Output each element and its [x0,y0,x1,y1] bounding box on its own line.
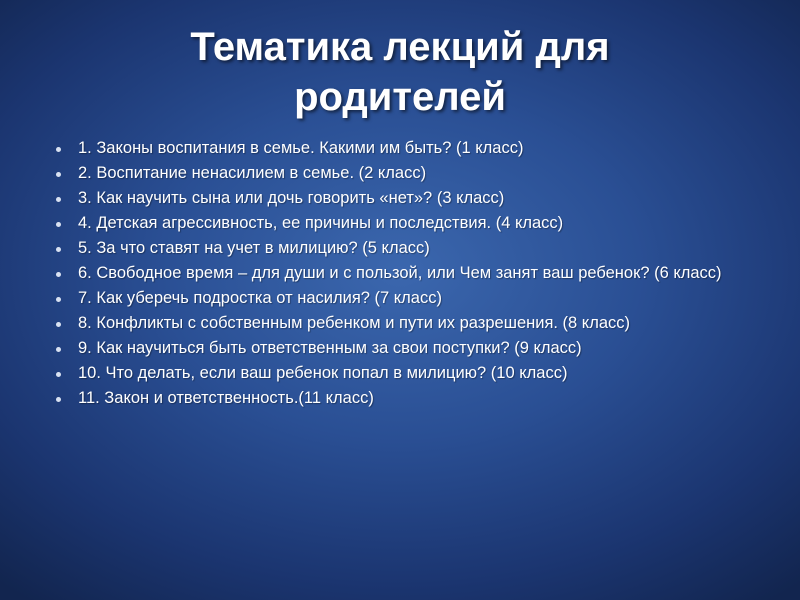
list-item [56,289,756,308]
bullet-icon [56,297,61,302]
bullet-icon [56,222,61,227]
list-item [56,139,756,158]
list-item [56,339,756,358]
list-item [56,164,756,183]
list-item-text: 4. Детская агрессивность, ее причины и последствия. (4 класс) [78,214,564,232]
bullet-icon [56,197,61,202]
list-item-text: 1. Законы воспитания в семье. Какими им быть? (1 класс) [78,139,524,157]
bullet-icon [56,347,61,352]
bullet-icon [56,247,61,252]
slide-title-line-2: родителей [294,75,506,119]
list-item-text: 2. Воспитание ненасилием в семье. (2 класс) [78,164,427,182]
bullet-icon [56,322,61,327]
list-item [56,389,756,408]
list-item [56,364,756,383]
list-item-text: 10. Что делать, если ваш ребенок попал в милицию? (10 класс) [78,364,568,382]
slide-title [60,22,740,122]
slide-title-line-1: Тематика лекций для [190,25,610,69]
list-item [56,214,756,233]
bullet-icon [56,272,61,277]
list-item [56,239,756,258]
list-item-text: 11. Закон и ответственность.(11 класс) [78,389,374,407]
list-item-text: 7. Как уберечь подростка от насилия? (7 класс) [78,289,442,307]
lecture-topics-list [56,139,756,414]
list-item [56,189,756,208]
list-item [56,314,756,333]
list-item-text: 9. Как научиться быть ответственным за свои поступки? (9 класс) [78,339,582,357]
list-item-text: 5. За что ставят на учет в милицию? (5 класс) [78,239,430,257]
bullet-icon [56,172,61,177]
list-item-text: 6. Свободное время – для души и с пользой, или Чем занят ваш ребенок? (6 класс) [78,264,722,282]
list-item-text: 3. Как научить сына или дочь говорить «нет»? (3 класс) [78,189,505,207]
bullet-icon [56,147,61,152]
bullet-icon [56,372,61,377]
bullet-icon [56,397,61,402]
list-item-text: 8. Конфликты с собственным ребенком и пути их разрешения. (8 класс) [78,314,631,332]
list-item [56,264,756,283]
